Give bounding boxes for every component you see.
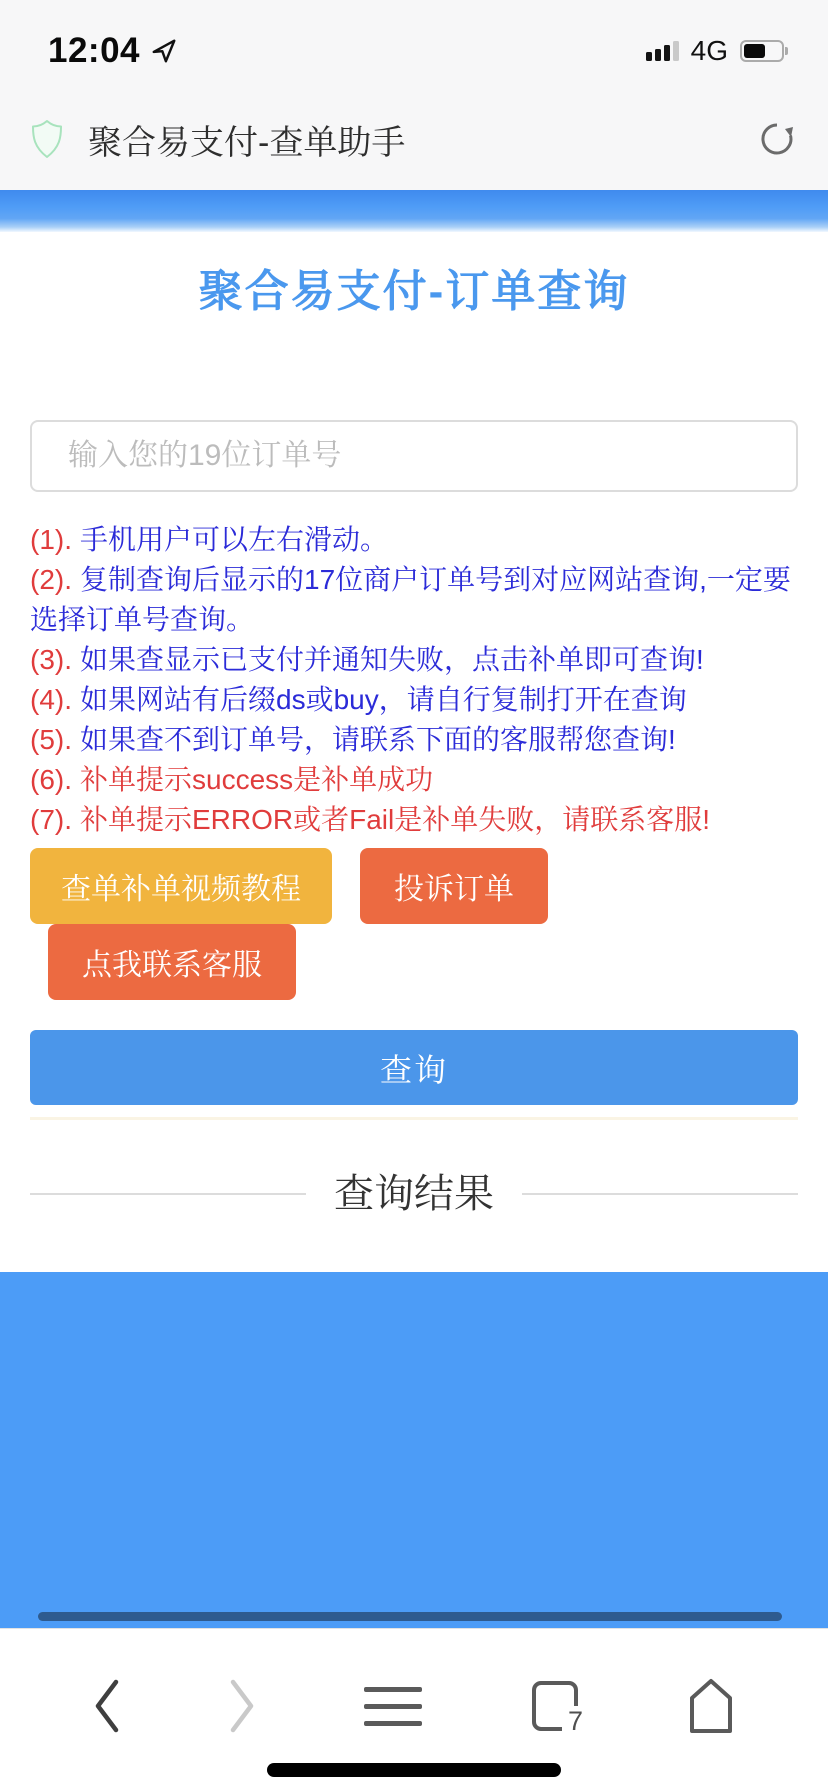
home-indicator[interactable]	[267, 1763, 561, 1777]
query-result-heading	[30, 1166, 798, 1222]
horizontal-scrollbar[interactable]	[38, 1612, 782, 1621]
instruction-line-3: (3). 如果查显示已支付并通知失败，点击补单即可查询!	[30, 644, 704, 675]
menu-icon[interactable]	[364, 1687, 422, 1726]
contact-support-button[interactable]: 点我联系客服	[48, 924, 296, 1000]
back-icon[interactable]	[94, 1678, 120, 1734]
instruction-line-7: (7). 补单提示ERROR或者Fail是补单失败，请联系客服!	[30, 804, 711, 835]
clock: 12:04	[48, 31, 141, 70]
tutorial-button[interactable]: 查单补单视频教程	[30, 848, 332, 924]
query-result-panel	[0, 1272, 828, 1628]
header-gradient-strip	[0, 190, 828, 232]
divider-line-right	[522, 1193, 798, 1195]
instruction-line-5: (5). 如果查不到订单号，请联系下面的客服帮您查询!	[30, 724, 676, 755]
refresh-icon[interactable]	[756, 118, 798, 160]
tabs-icon[interactable]	[531, 1680, 583, 1736]
divider	[30, 1117, 798, 1120]
page-title[interactable]: 聚合易支付-查单助手	[88, 123, 406, 162]
query-result-label: 查询结果	[334, 1172, 494, 1216]
battery-icon	[740, 40, 788, 62]
contact-button-row	[48, 924, 798, 1000]
home-icon[interactable]	[688, 1677, 734, 1735]
browser-bottom-nav	[0, 1628, 828, 1792]
network-type-label: 4G	[690, 35, 728, 66]
order-number-input[interactable]	[30, 420, 798, 492]
status-bar	[0, 0, 828, 88]
complaint-button[interactable]: 投诉订单	[360, 848, 548, 924]
signal-strength-icon	[646, 41, 679, 61]
main-content	[0, 264, 828, 1628]
tab-count-label: 7	[562, 1706, 585, 1736]
query-button[interactable]: 查询	[30, 1030, 798, 1105]
action-button-row	[30, 848, 798, 924]
order-query-heading: 聚合易支付-订单查询	[198, 267, 630, 316]
security-shield-icon	[30, 119, 64, 159]
instruction-line-1: (1). 手机用户可以左右滑动。	[30, 524, 389, 555]
instruction-line-2: (2). 复制查询后显示的17位商户订单号到对应网站查询,一定要选择订单号查询。	[30, 564, 791, 635]
instruction-line-4: (4). 如果网站有后缀ds或buy，请自行复制打开在查询	[30, 684, 687, 715]
divider-line-left	[30, 1193, 306, 1195]
instruction-line-6: (6). 补单提示success是补单成功	[30, 764, 434, 795]
instruction-list	[30, 520, 798, 840]
forward-icon[interactable]	[229, 1678, 255, 1734]
location-arrow-icon	[150, 37, 178, 65]
browser-title-bar	[0, 88, 828, 190]
